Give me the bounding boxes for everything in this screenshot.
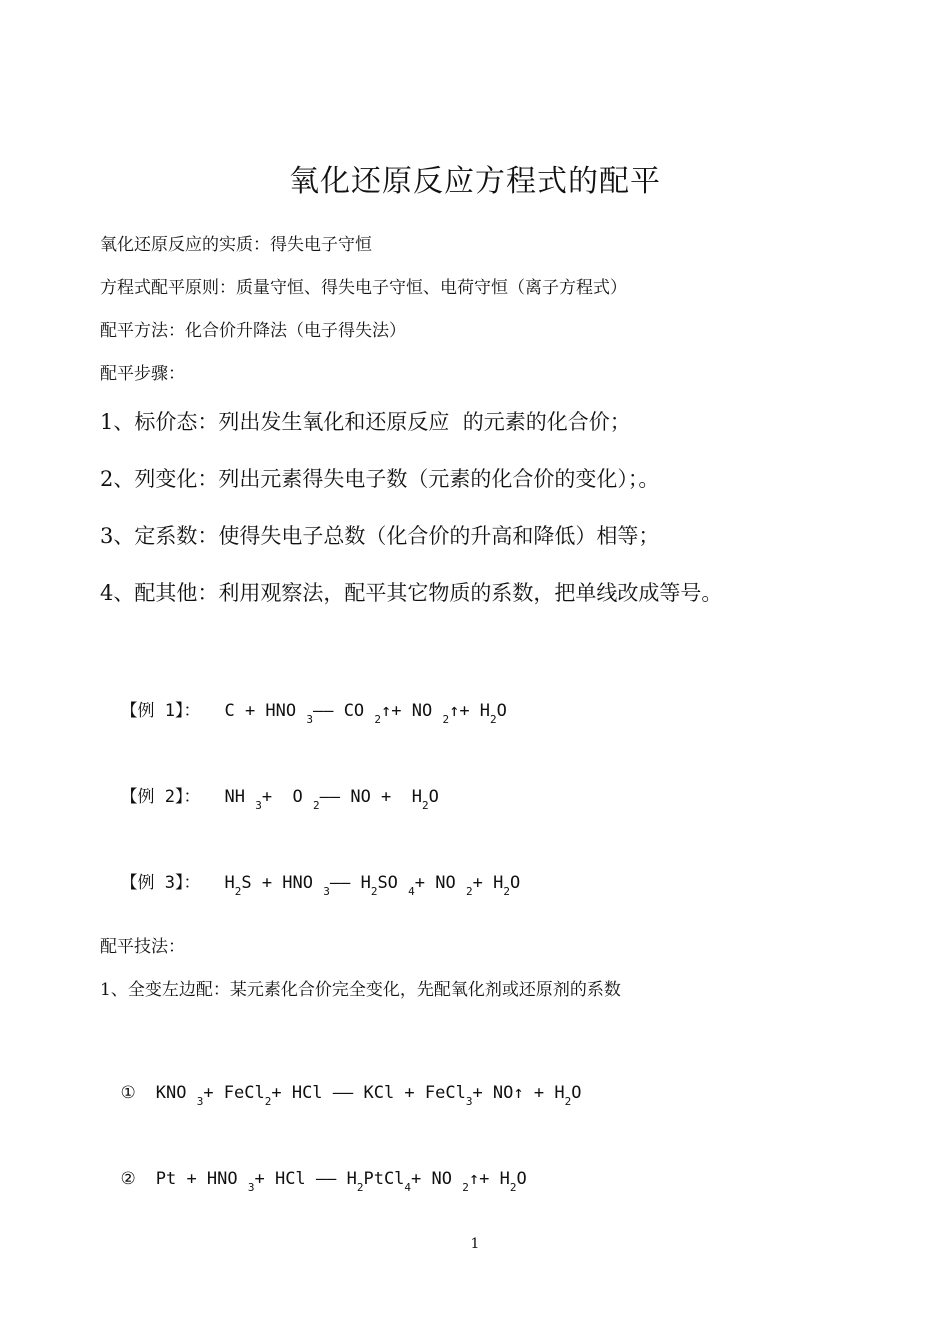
formula-text: + HCl —— KCl + FeCl [271, 1083, 466, 1103]
formula-subscript: 2 [313, 799, 320, 812]
page-number: 1 [470, 1236, 480, 1252]
intro-steps-heading: 配平步骤： [100, 364, 185, 384]
formula-text: SO [377, 873, 409, 893]
formula-text: O [496, 701, 507, 721]
formula-text: O [516, 1169, 527, 1189]
formula-text: + HCl —— H [254, 1169, 357, 1189]
intro-principle: 方程式配平原则：质量守恒、得失电子守恒、电荷守恒（离子方程式） [100, 278, 627, 298]
formula-text: + O [261, 787, 313, 807]
formula-subscript: 3 [323, 885, 330, 898]
problem-label: ② [120, 1169, 136, 1189]
formula-subscript: 2 [509, 1181, 517, 1194]
intro-method: 配平方法：化合价升降法（电子得失法） [100, 321, 406, 341]
formula-subscript: 2 [465, 885, 473, 898]
example-label: 【例 2】： [120, 787, 201, 807]
page-title: 氧化还原反应方程式的配平 [289, 164, 661, 199]
intro-essence: 氧化还原反应的实质：得失电子守恒 [100, 235, 372, 255]
formula-text: + H [472, 873, 504, 893]
formula-text: Pt + HNO [155, 1169, 248, 1189]
formula-text: + NO [411, 1169, 463, 1189]
step-2: 2、列变化：列出元素得失电子数（元素的化合价的变化）；。 [100, 467, 660, 491]
step-4: 4、配其他：利用观察法，配平其它物质的系数，把单线改成等号。 [100, 581, 723, 605]
formula-text: KNO [155, 1083, 197, 1103]
formula-text: O [509, 873, 521, 893]
formula-text: S + HNO [241, 873, 324, 893]
formula-subscript: 4 [404, 1181, 412, 1194]
technique-1: 1、全变左边配：某元素化合价完全变化，先配氧化剂或还原剂的系数 [100, 980, 621, 1000]
step-3: 3、定系数：使得失电子总数（化合价的升高和降低）相等； [100, 524, 660, 548]
formula-text: —— H [329, 873, 371, 893]
formula-subscript: 2 [370, 885, 378, 898]
formula-subscript: 3 [465, 1095, 473, 1108]
formula-text: —— CO [312, 701, 375, 721]
formula-subscript: 2 [356, 1181, 364, 1194]
example-equation [224, 873, 521, 898]
example-1 [100, 676, 507, 726]
formula-text: C + HNO [224, 701, 307, 721]
formula-subscript: 3 [306, 713, 313, 726]
formula-subscript: 2 [264, 1095, 272, 1108]
example-label: 【例 1】： [120, 701, 201, 721]
formula-subscript: 3 [247, 1181, 255, 1194]
formula-text: NH [224, 787, 256, 807]
formula-text: O [428, 787, 439, 807]
problem-2 [100, 1149, 527, 1194]
problem-equation [155, 1083, 582, 1108]
formula-text: —— NO + H [319, 787, 422, 807]
formula-subscript: 4 [408, 885, 415, 898]
formula-text: + NO [414, 873, 466, 893]
step-1: 1、标价态：列出发生氧化和还原反应 的元素的化合价； [100, 410, 631, 434]
formula-text: + NO↑ + H [472, 1083, 565, 1103]
formula-subscript: 3 [196, 1095, 204, 1108]
problem-equation [155, 1169, 527, 1194]
formula-subscript: 2 [442, 713, 450, 726]
formula-text: O [571, 1083, 582, 1103]
formula-subscript: 2 [462, 1181, 469, 1194]
formula-text: ↑+ NO [381, 701, 443, 721]
example-2 [100, 762, 439, 812]
example-label: 【例 3】： [120, 873, 201, 893]
formula-subscript: 2 [503, 885, 510, 898]
formula-subscript: 3 [255, 799, 262, 812]
example-equation [224, 787, 439, 812]
problem-label: ① [120, 1083, 136, 1103]
example-3 [100, 848, 520, 898]
formula-subscript: 2 [374, 713, 382, 726]
formula-subscript: 2 [421, 799, 429, 812]
example-equation [224, 701, 507, 726]
formula-subscript: 2 [234, 885, 242, 898]
formula-text: + FeCl [203, 1083, 265, 1103]
technique-heading: 配平技法： [100, 937, 185, 957]
formula-text: ↑+ H [449, 701, 491, 721]
formula-text: ↑+ H [468, 1169, 510, 1189]
problem-1 [100, 1063, 581, 1108]
formula-text: H [224, 873, 235, 893]
formula-subscript: 2 [564, 1095, 572, 1108]
formula-text: PtCl [363, 1169, 405, 1189]
formula-subscript: 2 [490, 713, 497, 726]
